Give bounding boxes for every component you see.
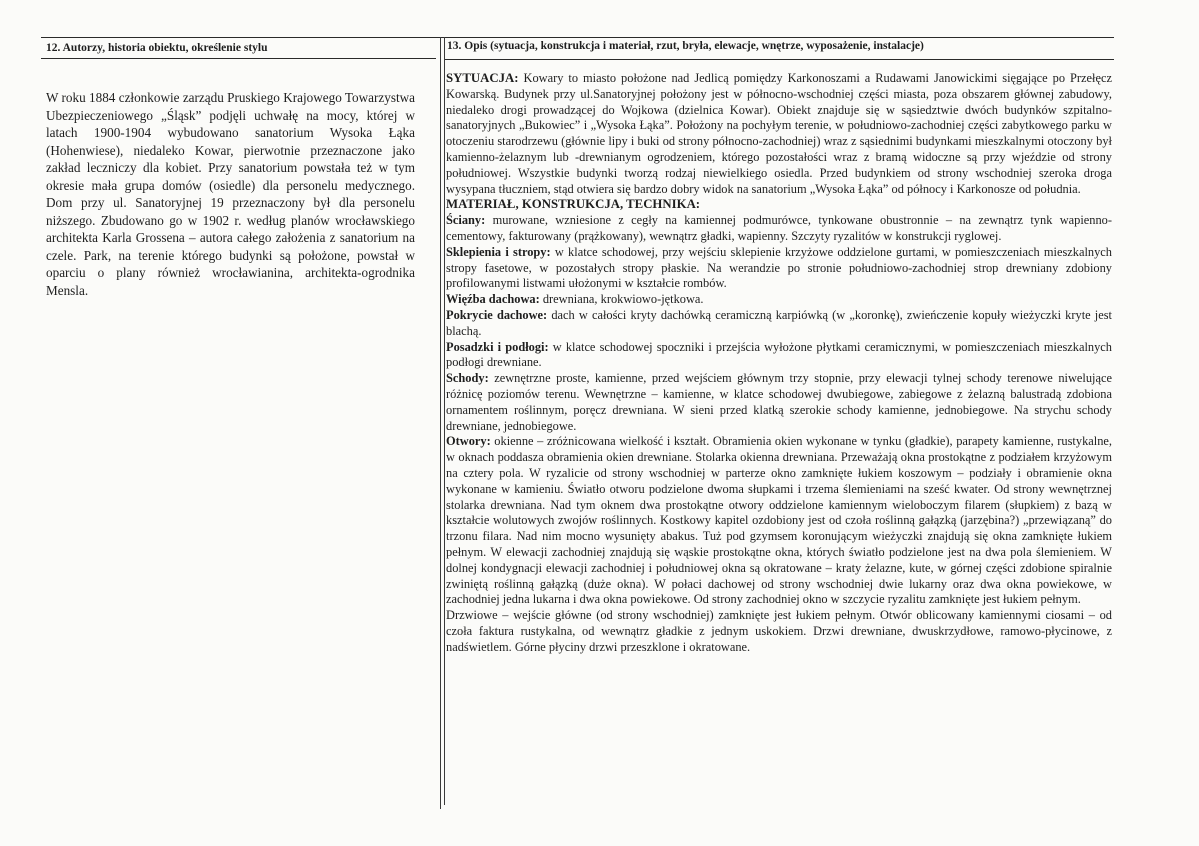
otwory-label: Otwory: <box>446 434 491 449</box>
wiezba-paragraph <box>446 292 1112 308</box>
otwory-text: okienne – zróżnicowana wielkość i kształt. Obramienia okien wykonane w tynku (gładkie), parapety kamienne, rustykalne, w oknach poddasza obramienia okien drewniane. Stolarka okienna drewniana. Przeważają okna prostokątne z podziałem krzyżowym na cztery pola. W ryzalicie od strony wschodniej w parterze okno zamknięte łukiem koszowym – podziały i obramienie okna wykonane w kamieniu. Światło otworu podzielone dwoma słupkami i trzema ślemieniami na sześć kwater. Od strony wewnętrznej stolarka drewniana. Nad tym oknem dwa prostokątne otwory oddzielone kamiennym wieloboczym filarem (słupkiem) z bazą w kształcie wolutowych zwojów roślinnych. Kostkowy kapitel ozdobiony jest od czoła roślinną gałązką (jarzębina?) „przewiązaną” do trzonu filara. Nad nim mocno wysunięty abakus. Tuż pod gzymsem koronującym wieżyczki znajdują się okna zamknięte łukiem pełnym. W elewacji zachodniej znajdują się wąskie prostokątne okna, których światło podzielone jest na dwa pola ślemieniem. W dolnej kondygnacji elewacji zachodniej i południowej okna są okratowane – kraty żelazne, kute, w górnej części zdobione spiralnie zwiniętą roślinną gałązką (duże okna). W połaci dachowej od strony wschodniej dwie lukarny oraz dwa okna powiekowe, w zachodniej jedna lukarna i dwa okna powiekowe. Od strony zachodniej okno w szczycie ryzalitu zamknięte jest łukiem pełnym. <box>446 434 1112 607</box>
column-divider <box>440 37 441 809</box>
section-13-header: 13. Opis (sytuacja, konstrukcja i materiał, rzut, bryła, elewacje, wnętrze, wyposażenie, instalacje) <box>447 40 924 52</box>
drzwiowe-paragraph: Drzwiowe – wejście główne (od strony wschodniej) zamknięte jest łukiem pełnym. Otwór oblicowany kamiennymi ciosami – od czoła faktura rustykalna, od wewnątrz gładkie z jednym uskokiem. Drzwi drewniane, dwuskrzydłowe, ramowo-płycinowe, z nadświetlem. Górne płyciny drzwi przeszklone i okratowane. <box>446 608 1112 654</box>
pokrycie-paragraph <box>446 308 1112 340</box>
material-heading: MATERIAŁ, KONSTRUKCJA, TECHNIKA: <box>446 197 701 212</box>
sklepienia-label: Sklepienia i stropy: <box>446 244 551 259</box>
sytuacja-paragraph <box>446 71 1112 197</box>
top-rule <box>41 37 1114 38</box>
header-rule-left <box>41 58 436 59</box>
sklepienia-text: w klatce schodowej, przy wejściu sklepienie krzyżowe oddzielone gurtami, w pomieszczeniach mieszkalnych stropy fasetowe, w pozostałych stropy płaskie. Na werandzie po stronie południowo-zachodniej strop drewniany zdobiony profilowanymi listwami ułożonymi w kształcie rombów. <box>446 244 1113 291</box>
sciany-paragraph <box>446 213 1112 245</box>
posadzki-paragraph <box>446 340 1112 372</box>
sciany-text: murowane, wzniesione z cegły na kamiennej podmurówce, tynkowane obustronnie – na zewnątrz tynk wapienno-cementowy, fakturowany (prążkowany), wewnątrz gładki, wapienny. Szczyty ryzalitów w konstrukcji ryglowej. <box>446 213 1112 243</box>
posadzki-label: Posadzki i podłogi: <box>446 339 549 354</box>
header-rule-right <box>444 59 1114 60</box>
sytuacja-label: SYTUACJA: <box>446 71 519 85</box>
schody-text: zewnętrzne proste, kamienne, przed wejściem głównym trzy stopnie, przy elewacji tylnej schody terenowe niwelujące różnicę poziomów terenu. Wewnętrzne – kamienne, w klatce schodowej dwubiegowe, zabiegowe z żelazną balustradą zdobiona ornamentem roślinnym, poręcz drewniana. W sieni przed klatką szerokie schody kamienne, jednobiegowe. Na strychu schody drewniane, jednobiegowe. <box>446 371 1112 433</box>
otwory-paragraph <box>446 434 1112 608</box>
posadzki-text: w klatce schodowej spoczniki i przejścia wyłożone płytkami ceramicznymi, w pomieszczeniach mieszkalnych podłogi drewniane. <box>446 339 1112 370</box>
schody-paragraph <box>446 371 1112 434</box>
column-divider-2 <box>444 37 445 805</box>
schody-label: Schody: <box>446 371 489 386</box>
description-text <box>446 71 1112 655</box>
sytuacja-text: Kowary to miasto położone nad Jedlicą pomiędzy Karkonoszami a Rudawami Janowickimi sięgające po Przełęcz Kowarską. Budynek przy ul.Sanatoryjnej położony jest w północno-wschodniej części miasta, poza obszarem głównej zabudowy, niedaleko drogi prowadzącej do Wojkowa (dzielnica Kowar). Obiekt znajduje się w sąsiedztwie dwóch budynków szpitalno-sanatoryjnych „Bukowiec” i „Wysoka Łąka”. Położony na pochyłym terenie, w południowo-zachodniej części zabytkowego parku w otoczeniu starodrzewu (głównie lipy i buki od strony północno-zachodniej) wraz z sąsiednimi budynkami mieszkalnymi otoczony był kamienno-żelaznym lub -drewnianym ogrodzeniem, którego pozostałości wraz z bramą widoczne są przy wjeździe od strony południowej. Wszystkie budynki tworzą rodzaj niewielkiego osiedla. Przed budynkiem od strony wschodniej szeroka droga wysypana tłuczniem, stąd otwiera się bardzo dobry widok na sanatorium „Wysoka Łąka” od północy i Karkonosze od południa. <box>446 71 1112 196</box>
wiezba-text: drewniana, krokwiowo-jętkowa. <box>539 292 704 307</box>
sklepienia-paragraph <box>446 245 1112 292</box>
wiezba-label: Więźba dachowa: <box>446 292 540 307</box>
section-12-header: 12. Autorzy, historia obiektu, określenie stylu <box>46 42 268 54</box>
pokrycie-label: Pokrycie dachowe: <box>446 307 548 322</box>
history-text: W roku 1884 członkowie zarządu Pruskiego Krajowego Towarzystwa Ubezpieczeniowego „Śląsk” podjęli uchwałę na mocy, której w latach 1900-1904 wybudowano sanatorium Wysoka Łąka (Hohenwiese), niedaleko Kowar, pierwotnie przeznaczone jako zakład leczniczy dla kobiet. Przy sanatorium powstała też w tym okresie mała grupa domów (osiedle) dla personelu medycznego. Dom przy ul. Sanatoryjnej 19 przeznaczony był dla personelu niższego. Zbudowano go w 1902 r. według planów wrocławskiego architekta Karla Grossena – autora całego założenia z sanatorium na czele. Park, na terenie którego budynki są położone, powstał w oparciu o plany również wrocławianina, architekta-ogrodnika Mensla. <box>46 90 415 298</box>
sciany-label: Ściany: <box>446 213 486 228</box>
pokrycie-text: dach w całości kryty dachówką ceramiczną karpiówką (w „koronkę), zwieńczenie kopuły wieżyczki kryte jest blachą. <box>446 307 1112 338</box>
